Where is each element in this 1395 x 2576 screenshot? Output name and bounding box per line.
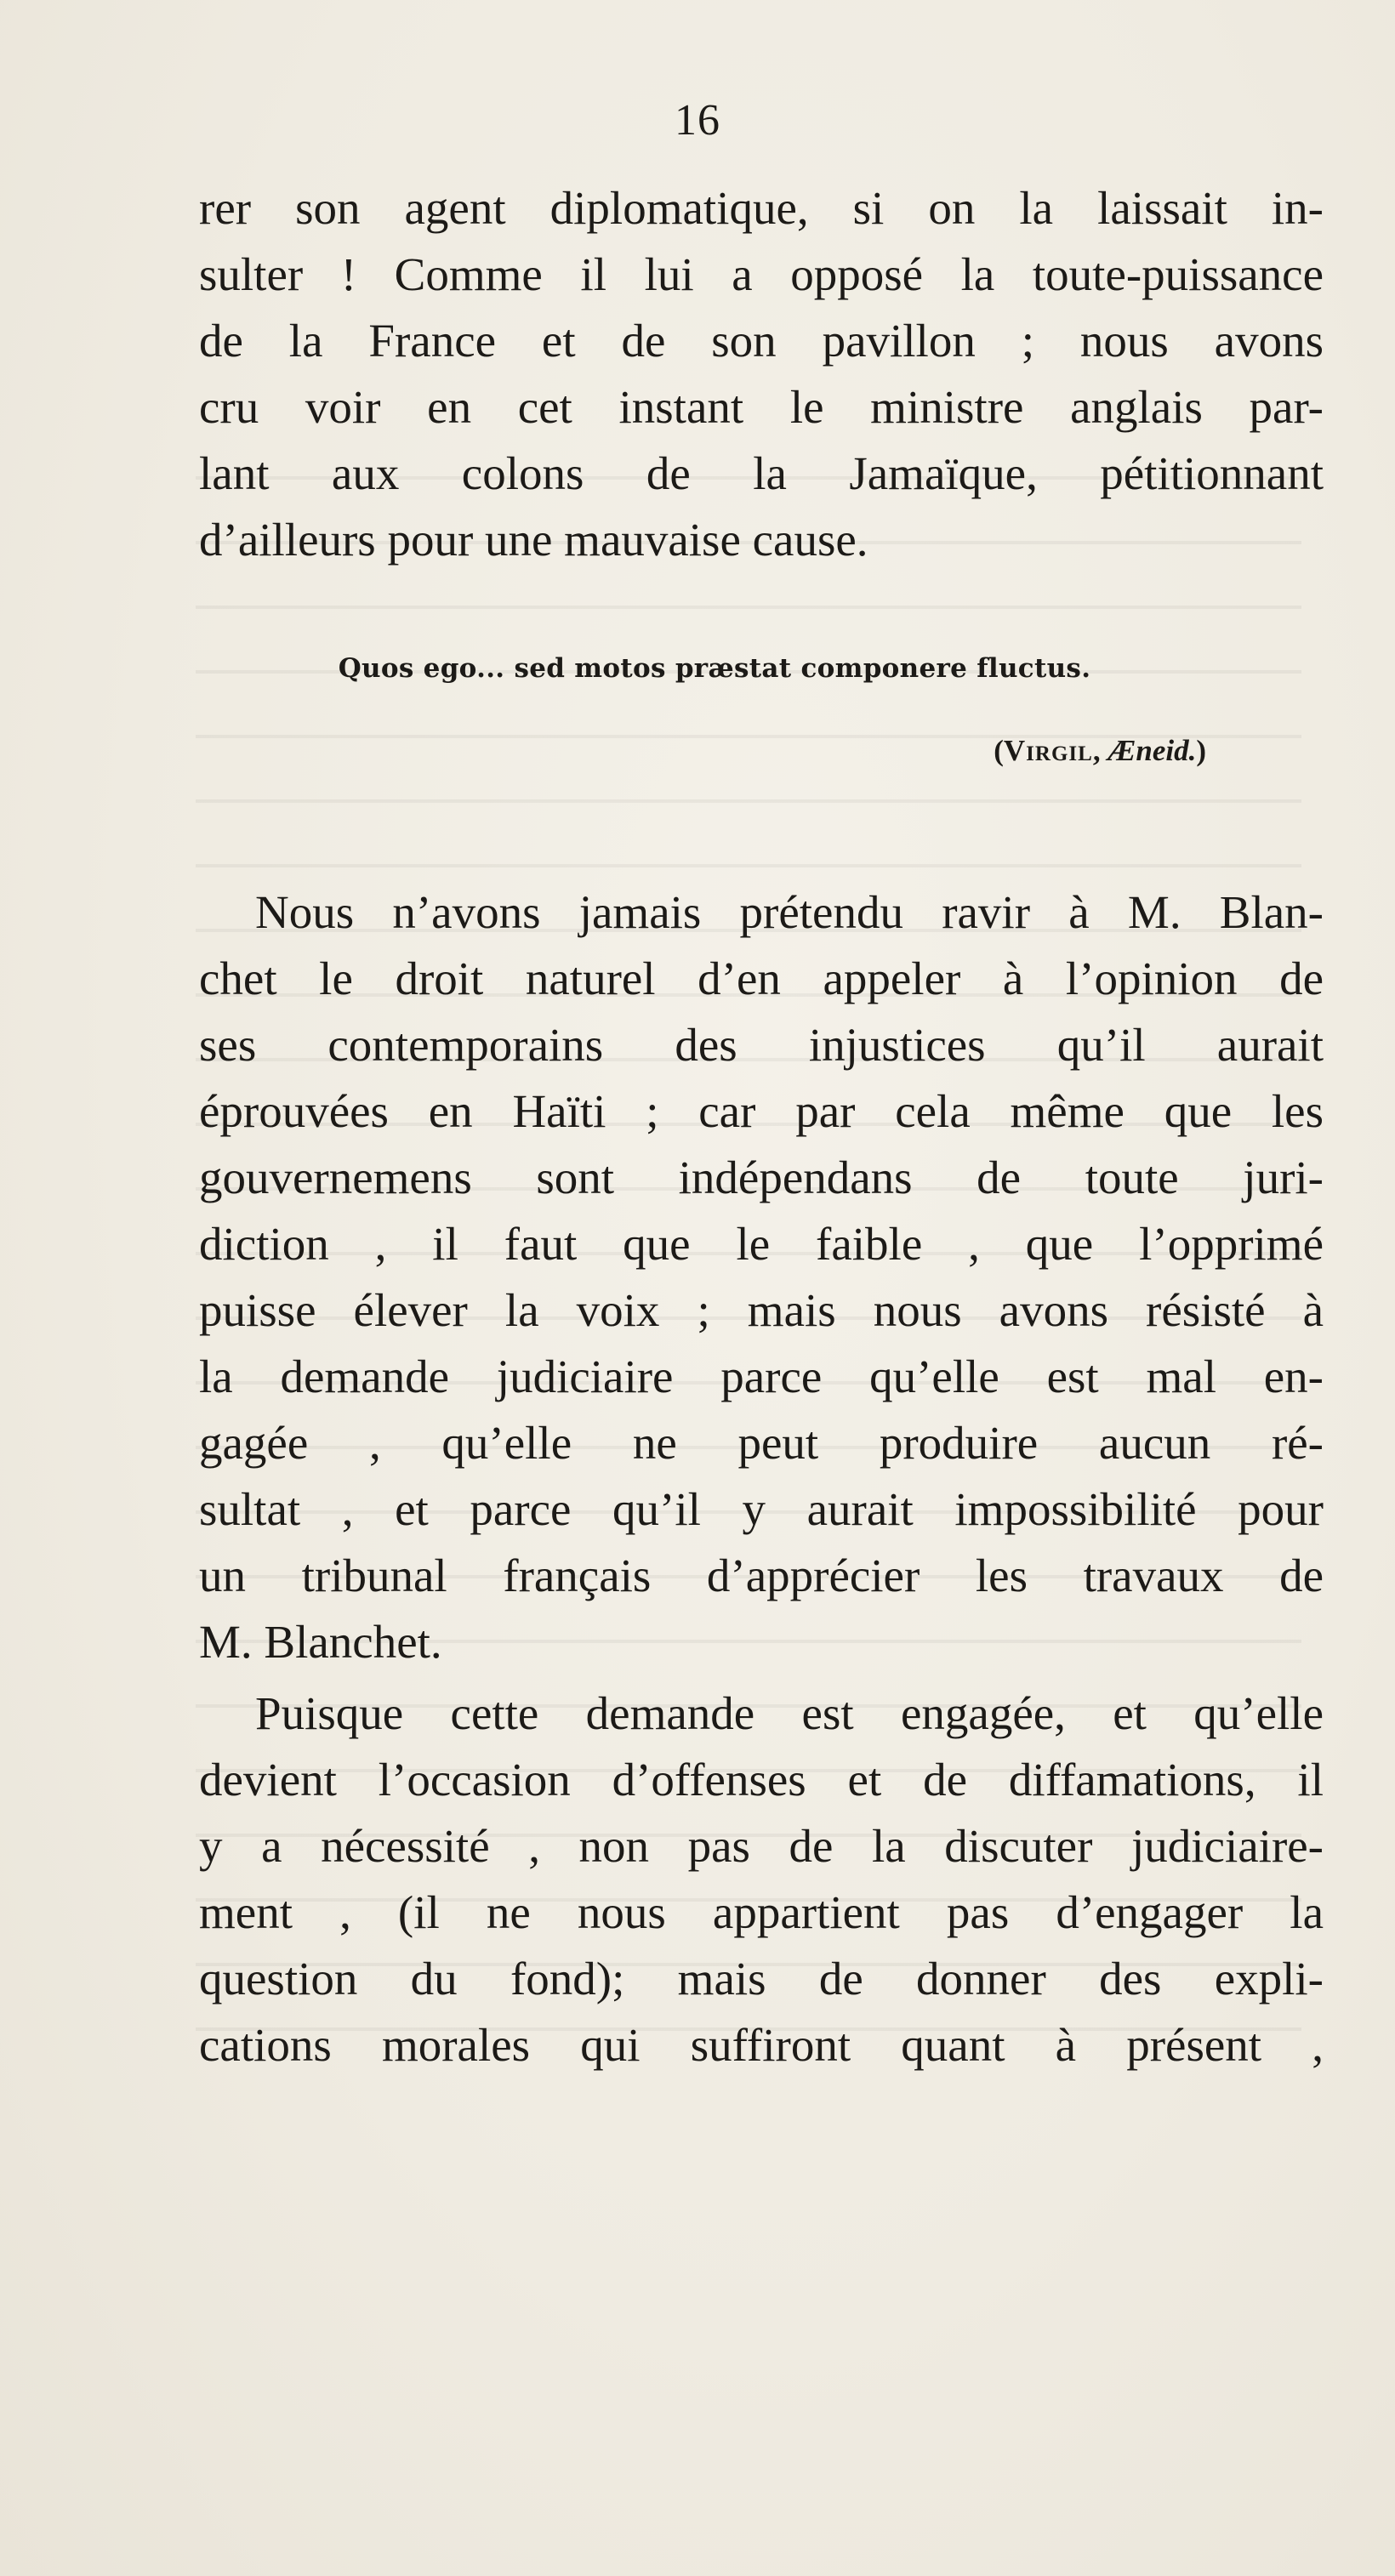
paragraph-line: sultat , et parce qu’il y aurait impossibilité pour: [199, 1483, 1324, 1535]
paragraph-line: Puisque cette demande est engagée, et qu’elle: [255, 1687, 1324, 1739]
paragraph-line: ment , (il ne nous appartient pas d’engager la: [199, 1886, 1324, 1938]
paragraph-2: [199, 879, 1324, 1675]
paragraph-line: diction , il faut que le faible , que l’opprimé: [199, 1218, 1324, 1270]
citation-author: Virgil: [1003, 734, 1093, 767]
paragraph-line: lant aux colons de la Jamaïque, pétitionnant: [199, 447, 1324, 499]
paragraph-line: cru voir en cet instant le ministre anglais par-: [199, 381, 1324, 433]
quotation-citation: [994, 732, 1206, 770]
paragraph-line: d’ailleurs pour une mauvaise cause.: [199, 514, 868, 566]
paragraph-line: rer son agent diplomatique, si on la laissait in-: [199, 182, 1324, 234]
paragraph-line: un tribunal français d’apprécier les travaux de: [199, 1550, 1324, 1601]
paragraph-1: [199, 175, 1324, 573]
paragraph-line: ses contemporains des injustices qu’il aurait: [199, 1019, 1324, 1071]
paragraph-line: puisse élever la voix ; mais nous avons résisté à: [199, 1284, 1324, 1336]
citation-open-paren: (: [994, 734, 1004, 767]
paragraph-line: question du fond); mais de donner des expli-: [199, 1953, 1324, 2005]
paragraph-line: gouvernemens sont indépendans de toute juri-: [199, 1152, 1324, 1203]
paragraph-line: cations morales qui suffiront quant à présent ,: [199, 2019, 1324, 2071]
page-number: 16: [675, 96, 720, 145]
paragraph-line: de la France et de son pavillon ; nous avons: [199, 315, 1324, 367]
citation-work: Æneid.: [1107, 734, 1197, 767]
citation-separator: ,: [1092, 734, 1108, 767]
paragraph-line: Nous n’avons jamais prétendu ravir à M. Blan-: [255, 886, 1324, 938]
paragraph-3: [199, 1680, 1324, 2078]
latin-quotation: Quos ego... sed motos præstat componere fluctus.: [338, 653, 1091, 684]
paragraph-line: M. Blanchet.: [199, 1616, 442, 1668]
paragraph-line: chet le droit naturel d’en appeler à l’opinion de: [199, 952, 1324, 1004]
citation-close-paren: ): [1196, 734, 1206, 767]
paragraph-line: sulter ! Comme il lui a opposé la toute-puissance: [199, 248, 1324, 300]
paragraph-line: y a nécessité , non pas de la discuter judiciaire-: [199, 1820, 1324, 1872]
paragraph-line: éprouvées en Haïti ; car par cela même que les: [199, 1085, 1324, 1137]
paragraph-line: gagée , qu’elle ne peut produire aucun ré-: [199, 1417, 1324, 1469]
paragraph-line: devient l’occasion d’offenses et de diffamations, il: [199, 1754, 1324, 1805]
paragraph-line: la demande judiciaire parce qu’elle est mal en-: [199, 1351, 1324, 1402]
